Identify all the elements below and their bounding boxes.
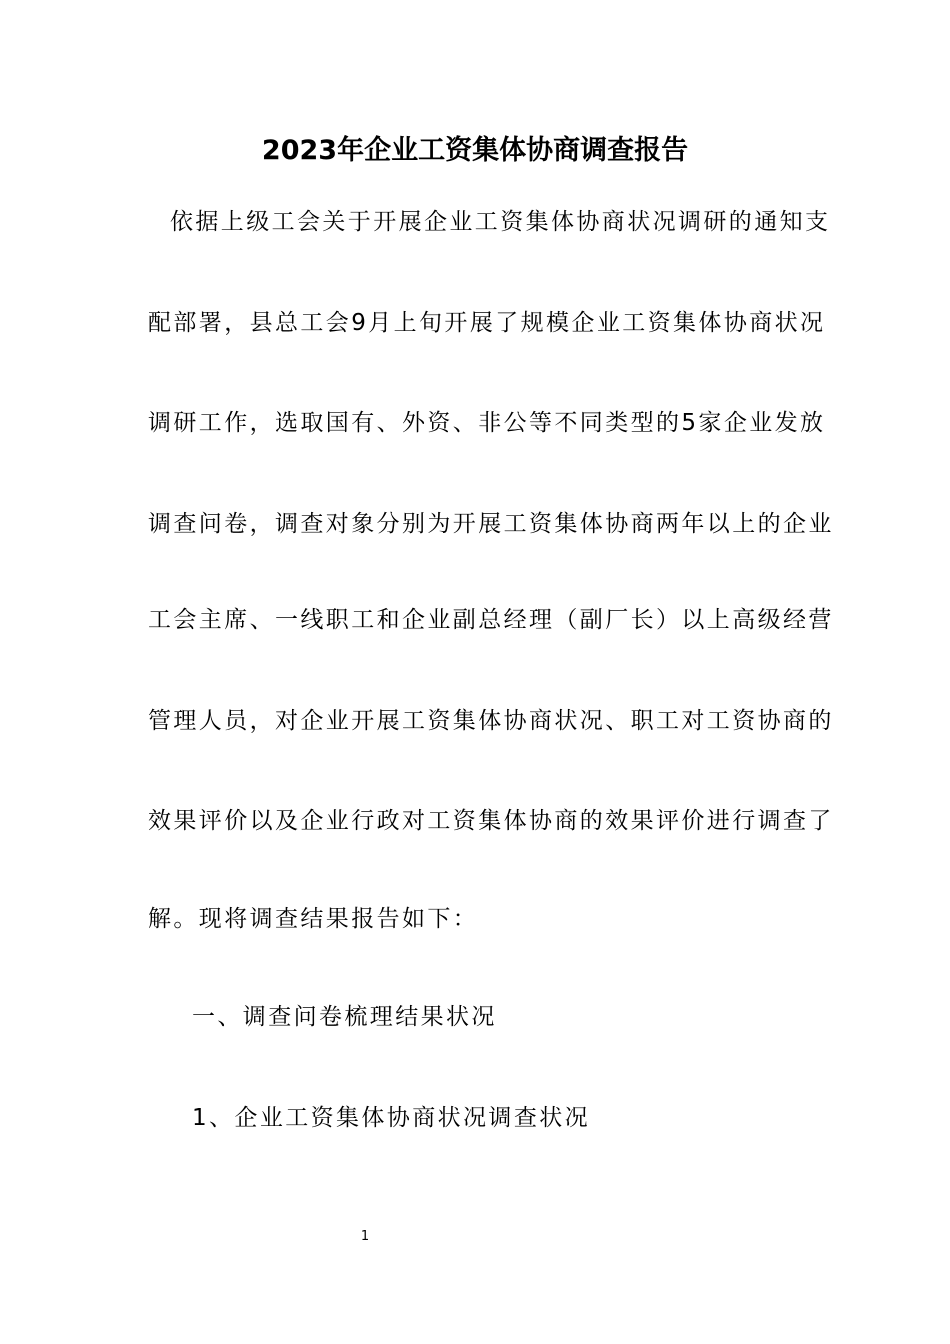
paragraph-line: 依据上级工会关于开展企业工资集体协商状况调研的通知支	[170, 209, 831, 235]
paragraph-line: 效果评价以及企业行政对工资集体协商的效果评价进行调查了	[148, 808, 834, 834]
paragraph-line: 解。现将调查结果报告如下：	[148, 906, 479, 932]
paragraph-line: 管理人员，对企业开展工资集体协商状况、职工对工资协商的	[148, 708, 834, 734]
paragraph-line: 工会主席、一线职工和企业副总经理（副厂长）以上高级经营	[148, 607, 834, 633]
paragraph-line: 调查问卷，调查对象分别为开展工资集体协商两年以上的企业	[148, 511, 834, 537]
paragraph-line: 调研工作，选取国有、外资、非公等不同类型的5家企业发放	[148, 410, 826, 436]
paragraph-line: 配部署，县总工会9月上旬开展了规模企业工资集体协商状况	[148, 310, 826, 336]
document-title: 2023年企业工资集体协商调查报告	[261, 135, 689, 166]
section-heading: 一、调查问卷梳理结果状况	[192, 1004, 497, 1030]
subsection-heading: 1、企业工资集体协商状况调查状况	[192, 1105, 591, 1131]
page-number: 1	[360, 1229, 370, 1244]
